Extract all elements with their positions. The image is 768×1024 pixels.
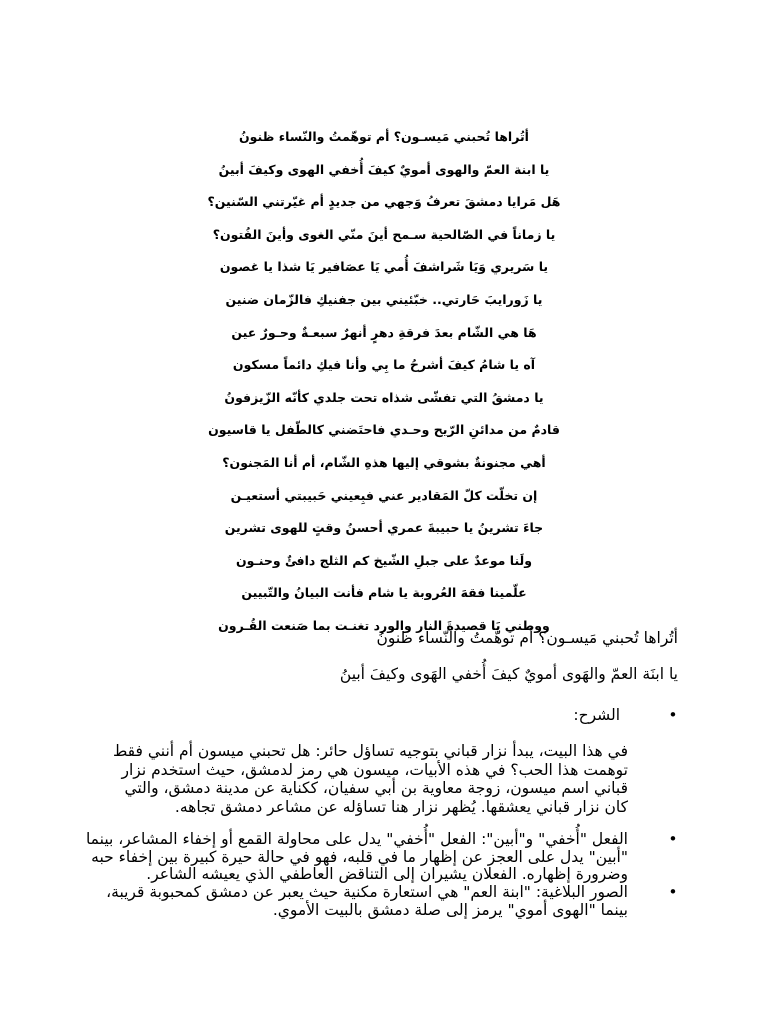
explanation-item: [80, 884, 680, 919]
bullet-icon: •: [668, 883, 678, 901]
poem-line: ولَنا موعدٌ على جبلِ الشّيخ كم الثلج دافئٌ وحنـون: [235, 552, 533, 568]
poem-line: أتُراها تُحبني مَيسـون؟ أم توهّمتُ والنّساء ظنونُ: [239, 129, 529, 144]
poem-line: ووطني يَا قصيدةَ النار والورد تغنـت بما صَنعت القُـرون: [218, 617, 550, 633]
poem-line: هَل مَرايا دمشقَ تعرفُ وَجهي من جديدٍ أم غيّرتني السّنين؟: [207, 194, 561, 210]
explanation-item: [80, 831, 680, 884]
poem-line: أهي مجنونةٌ بشوقي إليها هذهِ الشّام، أم أنا المَجنون؟: [222, 454, 546, 470]
explanation-paragraph: في هذا البيت، يبدأ نزار قباني بتوجيه تساؤل حائر: هل تحبني ميسون أم أنني فقط توهمت هذا الحب؟ في هذه الأبيات، ميسون هي رمز لدمشق، حيث استخدم نزار قباني اسم ميسون، زوجة معاوية بن أبي سفيان، ككناية عن مدينة دمشق، والتي كان نزار قباني يعشقها. يُظهر نزار هنا تساؤله عن مشاعر دمشق تجاهه.: [112, 742, 628, 816]
poem-line: قادمٌ من مدائنِ الرّيح وحـدي فاحتَضني كالطّفل يا قاسيون: [208, 422, 560, 438]
poem-line: يا سَريري وَيَا شَراشفَ أُمي يَا عصَافير يَا شذا يا غصون: [219, 259, 549, 275]
poem-line: إن تخلّت كلّ المَقادير عني فبِعيني حَبيبتي أستعيـن: [230, 487, 538, 503]
bullet-icon: •: [668, 830, 678, 848]
poem-line: علّمينا فقهَ العُروبة يا شام فأنت البيانُ والتّبيين: [241, 585, 527, 601]
poem-line: هَا هي الشّام بعدَ فرقةِ دهرٍ أنهرٌ سبعـةٌ وحـورٌ عين: [231, 324, 537, 340]
poem-line: يا ابنة العمّ والهوى أمويٌ كيفَ أُخفي الهوى وكيفَ أبينُ: [218, 161, 550, 177]
opening-verse-2: يا ابنَة العمّ والهَوى أمويٌ كيفَ أُخفي الهَوى وكيفَ أبينُ: [339, 665, 678, 683]
explanation-item-text: الفعل "أُخفي" و"أبين": الفعل "أُخفي" يدل على محاولة القمع أو إخفاء المشاعر، بينما "أبين" يدل على العجز عن إظهار ما في قلبه، فهو في حالة حيرة كبيرة بين إخفاء حبه وضرورة إظهاره. الفعلان يشيران إلى التناقض العاطفي الذي يعيشه الشاعر.: [85, 830, 628, 883]
explanation-heading: الشرح:: [573, 706, 620, 724]
poem-verses: [130, 121, 638, 643]
bullet-icon: •: [668, 706, 678, 724]
poem-line: يا دمشقُ التي تفشّى شذاه تحت جلدي كأنّه الزّيزفونُ: [224, 389, 544, 405]
explanation-item-text: الصور البلاغية: "ابنة العم" هي استعارة مكنية حيث يعبر عن دمشق كمحبوبة قريبة، بينما "الهوى أموي" يرمز إلى صلة دمشق بالبيت الأموي.: [106, 883, 628, 919]
poem-line: آه يا شامُ كيفَ أشرحُ ما بِي وأنا فيكِ دائماً مسكون: [232, 357, 536, 373]
opening-verse-1: أتُراها تُحبني مَيسـون؟ أم توهّمتُ والنّساء ظنونُ: [376, 629, 678, 647]
explanation-heading-row: [80, 705, 680, 725]
poem-line: يا زَورايبَ حَارتي.. خبّئيني بين جفنيكِ فالزّمان ضنين: [225, 291, 543, 307]
poem-line: جاءَ تشرينُ يا حبيبةَ عمري أحسنُ وقتٍ للهوى تشرين: [224, 520, 544, 536]
poem-line: يا زماناً في الصّالحية سـمح أينَ منّي الغوى وأينَ الفُتون؟: [212, 226, 556, 242]
